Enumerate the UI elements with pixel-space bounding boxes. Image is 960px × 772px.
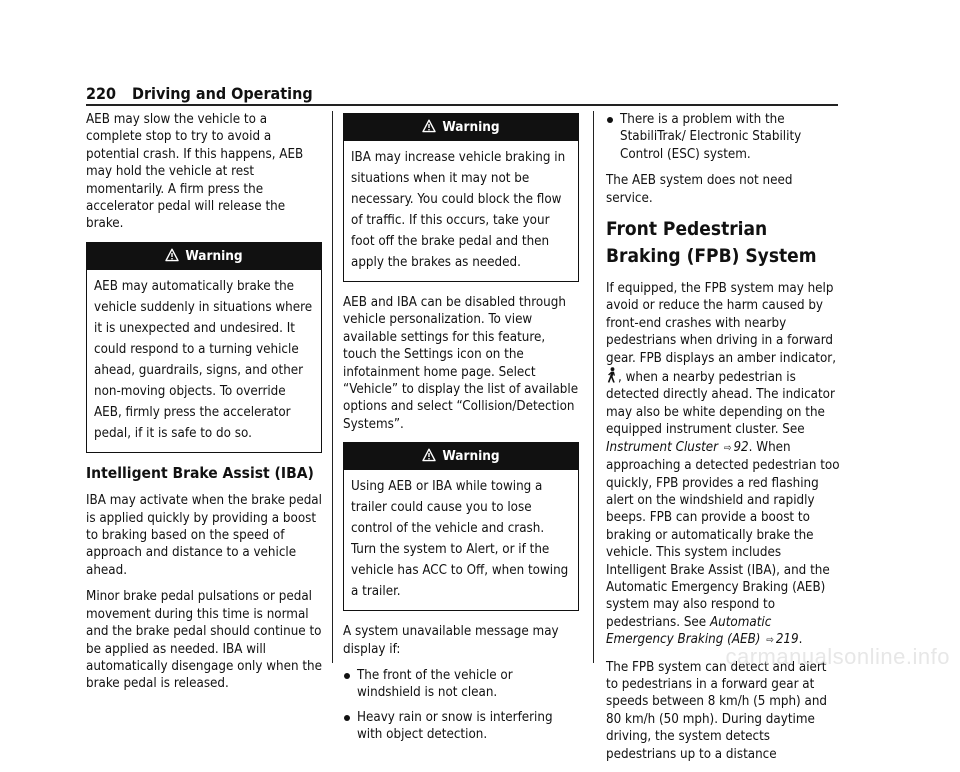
paragraph: The FPB system can detect and alert to pedestrians in a forward gear at speeds between 8 km/h (5 mph) and 80 km/h (50 mph). During daytime driving, the system detects pedestrians up to a distance: [606, 659, 828, 762]
warning-triangle-icon: [422, 119, 436, 133]
paragraph: The AEB system does not need service.: [606, 173, 793, 206]
reference-page: 92: [733, 439, 749, 455]
paragraph: A system unavailable message may display if:: [343, 624, 559, 657]
bullet-list: [606, 111, 842, 163]
paragraph: AEB and IBA can be disabled through vehicle personalization. To view available settings for this feature, touch the Settings icon on the infotainment home page. Select “Vehicle” to display the list of available options and select “Collision/Detection Systems”.: [343, 295, 579, 432]
reference-title: Automatic Emergency Braking (AEB): [606, 614, 772, 648]
pedestrian-icon: [606, 367, 618, 383]
paragraph-fpb: If equipped, the FPB system may help avoid or reduce the harm caused by front-end crashes with nearby pedestrians when driving in a forward gear. FPB displays an amber indicator,, when a nearby pedestrian is detected directly ahead. The indicator may also be white depending on the equipped instrument cluster. See Instrument Cluster ⇨ 92. When approaching a detected pedestrian too quickly, FPB provides a red flashing alert on the windshield and rapidly beeps. FPB can provide a boost to braking or automatically brake the vehicle. This system includes Intelligent Brake Assist (IBA), and the Automatic Emergency Braking (AEB) system may also respond to pedestrians. See Automatic Emergency Braking (AEB) ⇨ 219.: [606, 281, 840, 648]
heading-iba: Intelligent Brake Assist (IBA): [86, 463, 314, 482]
reference-page: 219: [775, 632, 799, 648]
warning-box: [343, 442, 579, 611]
warning-header: [87, 243, 321, 270]
list-item: [343, 667, 579, 702]
warning-title: Warning: [185, 247, 243, 264]
text-run: . When approaching a detected pedestrian too quickly, FPB provides a red flashing alert on the windshield and rapidly beeps. FPB can provide a boost to braking or automatically brake the vehicle. This system includes Intelligent Brake Assist (IBA), and the Automatic Emergency Braking (AEB) system may also respond to pedestrians. See: [606, 439, 840, 630]
heading-fpb: Front Pedestrian Braking (FPB) System: [606, 218, 817, 268]
page-reference-arrow-icon: ⇨: [723, 442, 732, 454]
warning-title: Warning: [442, 119, 500, 135]
warning-text: AEB may automatically brake the vehicle suddenly in situations where it is unexpected and undesired. It could respond to a turning vehicle ahead, guardrails, signs, and other non-moving objects. To override AEB, firmly press the accelerator pedal, if it is safe to do so.: [94, 278, 313, 441]
column-divider: [332, 111, 333, 663]
column-1: [86, 111, 322, 702]
bullet-list: [343, 667, 579, 744]
warning-triangle-icon: [422, 448, 436, 462]
paragraph: IBA may activate when the brake pedal is applied quickly by providing a boost to braking based on the speed of approach and distance to a vehicle ahead.: [86, 493, 322, 578]
paragraph: AEB may slow the vehicle to a complete stop to try to avoid a potential crash. If this happens, AEB may hold the vehicle at rest momentarily. A firm press the accelerator pedal will release the brake.: [86, 112, 304, 232]
bullet-icon: [344, 715, 350, 721]
list-item: [343, 709, 579, 744]
warning-header: [344, 443, 578, 470]
list-item: [606, 111, 842, 163]
warning-text: Using AEB or IBA while towing a trailer could cause you to lose control of the vehicle and crash. Turn the system to Alert, or if the vehicle has ACC to Off, when towing a trailer.: [351, 479, 569, 600]
list-item-text: There is a problem with the StabiliTrak/ Electronic Stability Control (ESC) system.: [620, 112, 802, 162]
paragraph: Minor brake pedal pulsations or pedal movement during this time is normal and the brake pedal should continue to be applied as needed. IBA will automatically disengage only when the brake pedal is released.: [86, 589, 322, 692]
warning-title: Warning: [442, 448, 500, 465]
warning-header: [344, 114, 578, 141]
bullet-icon: [607, 117, 613, 123]
column-3: [606, 111, 842, 772]
text-run: , when a nearby pedestrian is detected directly ahead. The indicator may also be white depending on the equipped instrument cluster. See: [606, 370, 835, 438]
bullet-icon: [344, 673, 350, 679]
warning-box: [343, 113, 579, 282]
page-number: 220: [86, 84, 117, 103]
watermark: carmanualsonline.info: [725, 644, 950, 669]
column-2: [343, 111, 579, 753]
text-run: If equipped, the FPB system may help avoid or reduce the harm caused by front-end crashes with nearby pedestrians when driving in a forward gear. FPB displays an amber indicator,: [606, 281, 837, 366]
list-item-text: The front of the vehicle or windshield is not clean.: [357, 668, 513, 701]
section-title: Driving and Operating: [132, 84, 313, 103]
page-header: [86, 84, 838, 106]
list-item-text: Heavy rain or snow is interfering with object detection.: [357, 709, 553, 743]
reference-title: Instrument Cluster: [606, 439, 719, 455]
warning-triangle-icon: [165, 248, 179, 262]
page-reference-arrow-icon: ⇨: [766, 635, 774, 647]
warning-box: [86, 242, 322, 453]
instrument-cluster-link[interactable]: [606, 440, 749, 455]
warning-text: IBA may increase vehicle braking in situations when it may not be necessary. You could block the flow of traffic. If this occurs, take your foot off the brake pedal and then apply the brakes as needed.: [351, 150, 566, 270]
column-divider: [593, 111, 594, 663]
